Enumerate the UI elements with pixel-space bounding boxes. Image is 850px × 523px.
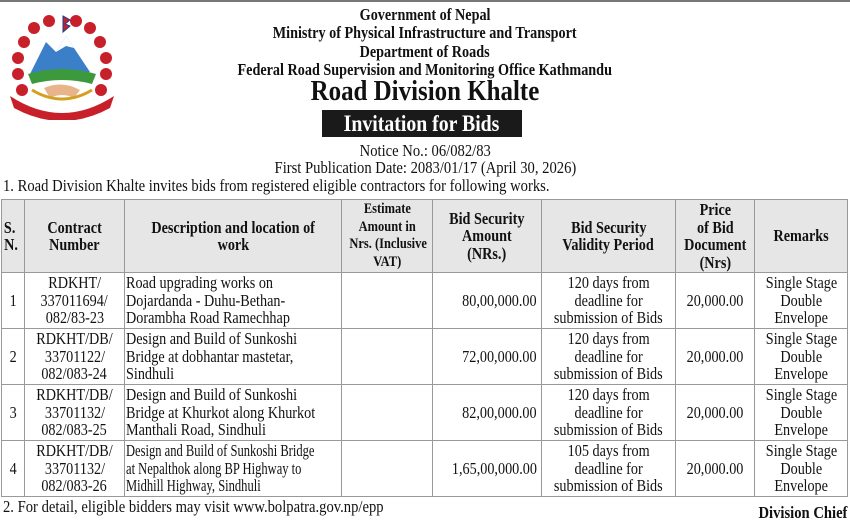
table-row bbox=[2, 385, 848, 441]
cell-line: 33701132/ bbox=[44, 402, 105, 422]
cell-line: Double bbox=[780, 290, 822, 310]
cell-line: RDKHT/DB/ bbox=[36, 329, 113, 349]
cell-line: Envelope bbox=[774, 364, 828, 384]
cell-line: Contract bbox=[47, 217, 102, 237]
cell-description bbox=[125, 441, 342, 497]
cell-line: 082/083-26 bbox=[41, 476, 108, 496]
cell-line: 120 days from bbox=[567, 329, 650, 349]
cell-bid-security-amount bbox=[433, 273, 542, 329]
ministry-name: Ministry of Physical Infrastructure and Transport bbox=[273, 23, 577, 42]
cell-line: Envelope bbox=[774, 476, 828, 496]
cell-line: Design and Build of Sunkoshi bbox=[126, 329, 298, 349]
signatory: Division Chief bbox=[758, 503, 847, 522]
cell-line: Design and Build of Sunkoshi bbox=[126, 385, 298, 405]
header-remarks bbox=[755, 200, 848, 273]
cell-line: 20,000.00 bbox=[686, 290, 744, 310]
cell-line: RDKHT/DB/ bbox=[36, 385, 113, 405]
cell-line: Single Stage bbox=[765, 441, 837, 461]
footer-note: 2. For detail, eligible bidders may visit www.bolpatra.gov.np/epp bbox=[3, 497, 384, 516]
cell-line: 33701132/ bbox=[44, 458, 105, 478]
cell-line: 82,00,000.00 bbox=[462, 402, 537, 422]
cell-sn bbox=[2, 441, 25, 497]
cell-line: of Bid bbox=[696, 217, 734, 237]
cell-line: 120 days from bbox=[567, 273, 650, 293]
notice-title: Invitation for Bids bbox=[322, 110, 522, 137]
cell-line: Description and location of bbox=[151, 217, 315, 237]
cell-estimate-amount bbox=[342, 441, 433, 497]
table-header-row bbox=[2, 200, 848, 273]
cell-line: S. bbox=[3, 217, 16, 237]
cell-validity-period bbox=[542, 441, 676, 497]
cell-line: Price bbox=[699, 200, 731, 219]
cell-bid-security-amount bbox=[433, 385, 542, 441]
cell-line: RDKHT/ bbox=[48, 273, 101, 293]
cell-line: 2 bbox=[9, 346, 17, 366]
cell-line: Single Stage bbox=[765, 329, 837, 349]
cell-line: deadline for bbox=[574, 290, 643, 310]
cell-line: Manthali Road, Sindhuli bbox=[126, 420, 266, 440]
cell-line: Nrs. (Inclusive bbox=[349, 236, 427, 252]
cell-line: submission of Bids bbox=[554, 476, 663, 496]
cell-contract-number bbox=[25, 441, 125, 497]
office-name: Federal Road Supervision and Monitoring Office Kathmandu bbox=[237, 60, 613, 79]
division-name: Road Division Khalte bbox=[310, 75, 540, 107]
cell-line: deadline for bbox=[574, 402, 643, 422]
header-sn bbox=[2, 200, 25, 273]
cell-description bbox=[125, 273, 342, 329]
cell-line: Validity Period bbox=[562, 235, 655, 254]
cell-line: work bbox=[217, 235, 249, 254]
cell-line: 082/83-23 bbox=[45, 308, 104, 328]
cell-line: Number bbox=[49, 235, 100, 254]
cell-validity-period bbox=[542, 385, 676, 441]
header-description bbox=[125, 200, 342, 273]
cell-remarks bbox=[755, 273, 848, 329]
header-validity-period bbox=[542, 200, 676, 273]
cell-sn bbox=[2, 385, 25, 441]
cell-contract-number bbox=[25, 273, 125, 329]
cell-contract-number bbox=[25, 329, 125, 385]
cell-price-bid-document bbox=[676, 273, 755, 329]
cell-line: deadline for bbox=[574, 458, 643, 478]
cell-line: Double bbox=[780, 458, 822, 478]
cell-line: 80,00,000.00 bbox=[462, 290, 537, 310]
cell-line: Bid Security bbox=[570, 217, 647, 237]
cell-line: 120 days from bbox=[567, 385, 650, 405]
cell-line: submission of Bids bbox=[554, 308, 663, 328]
cell-line: Sindhuli bbox=[126, 364, 175, 384]
cell-line: 20,000.00 bbox=[686, 458, 744, 478]
cell-line: Double bbox=[780, 346, 822, 366]
cell-line: 1,65,00,000.00 bbox=[451, 458, 537, 478]
cell-line: Midhill Highway, Sindhuli bbox=[126, 476, 261, 496]
header-estimate-amount bbox=[342, 200, 433, 273]
cell-line: submission of Bids bbox=[554, 364, 663, 384]
cell-line: 20,000.00 bbox=[686, 402, 744, 422]
bids-table bbox=[1, 199, 848, 497]
cell-line: submission of Bids bbox=[554, 420, 663, 440]
cell-line: Amount bbox=[462, 226, 512, 246]
cell-line: deadline for bbox=[574, 346, 643, 366]
cell-line: 4 bbox=[9, 458, 17, 478]
cell-line: Remarks bbox=[773, 226, 829, 246]
cell-line: RDKHT/DB/ bbox=[36, 441, 113, 461]
cell-price-bid-document bbox=[676, 329, 755, 385]
cell-line: Road upgrading works on bbox=[126, 273, 274, 293]
cell-sn bbox=[2, 273, 25, 329]
intro-text: 1. Road Division Khalte invites bids from registered eligible contractors for following works. bbox=[3, 176, 550, 195]
cell-line: 082/083-25 bbox=[41, 420, 108, 440]
cell-price-bid-document bbox=[676, 385, 755, 441]
cell-line: Bridge at Khurkot along Khurkot bbox=[126, 402, 316, 422]
cell-line: Envelope bbox=[774, 420, 828, 440]
cell-estimate-amount bbox=[342, 273, 433, 329]
top-rule bbox=[0, 0, 850, 2]
publication-date: First Publication Date: 2083/01/17 (April 30, 2026) bbox=[274, 158, 576, 177]
header-contract-number bbox=[25, 200, 125, 273]
cell-contract-number bbox=[25, 385, 125, 441]
government-name: Government of Nepal bbox=[359, 5, 491, 24]
cell-line: Dojardanda - Duhu-Bethan- bbox=[126, 290, 286, 310]
cell-line: Estimate bbox=[363, 201, 411, 217]
cell-line: Bid Security bbox=[449, 208, 525, 228]
cell-line: 33701122/ bbox=[44, 346, 105, 366]
cell-description bbox=[125, 385, 342, 441]
cell-line: (NRs.) bbox=[467, 243, 507, 263]
cell-line: 72,00,000.00 bbox=[462, 346, 537, 366]
cell-line: 337011694/ bbox=[40, 290, 109, 310]
cell-line: at Nepalthok along BP Highway to bbox=[126, 458, 302, 478]
cell-validity-period bbox=[542, 273, 676, 329]
cell-validity-period bbox=[542, 329, 676, 385]
cell-line: VAT) bbox=[373, 253, 401, 270]
cell-line: 1 bbox=[9, 290, 17, 310]
cell-line: Single Stage bbox=[765, 385, 837, 405]
cell-sn bbox=[2, 329, 25, 385]
cell-line: Single Stage bbox=[765, 273, 837, 293]
table-row bbox=[2, 441, 848, 497]
cell-line: Envelope bbox=[774, 308, 828, 328]
cell-line: Amount in bbox=[358, 218, 416, 235]
cell-remarks bbox=[755, 329, 848, 385]
cell-description bbox=[125, 329, 342, 385]
cell-estimate-amount bbox=[342, 385, 433, 441]
cell-line: 105 days from bbox=[567, 441, 650, 461]
header-bid-security-amount bbox=[433, 200, 542, 273]
department-name: Department of Roads bbox=[359, 42, 491, 61]
table-row bbox=[2, 329, 848, 385]
cell-estimate-amount bbox=[342, 329, 433, 385]
table-row bbox=[2, 273, 848, 329]
cell-line: Bridge at dobhantar mastetar, bbox=[126, 346, 294, 366]
cell-line: N. bbox=[4, 235, 18, 254]
cell-line: Design and Build of Sunkoshi Bridge bbox=[126, 441, 315, 461]
cell-line: Double bbox=[780, 402, 822, 422]
header-price-bid-document bbox=[676, 200, 755, 273]
cell-line: 082/083-24 bbox=[41, 364, 108, 384]
cell-price-bid-document bbox=[676, 441, 755, 497]
cell-remarks bbox=[755, 441, 848, 497]
cell-line: 3 bbox=[9, 402, 17, 422]
cell-bid-security-amount bbox=[433, 441, 542, 497]
notice-number: Notice No.: 06/082/83 bbox=[359, 141, 491, 160]
cell-line: Document bbox=[683, 235, 747, 254]
cell-remarks bbox=[755, 385, 848, 441]
cell-line: (Nrs) bbox=[699, 252, 731, 272]
cell-line: Dorambha Road Ramechhap bbox=[126, 308, 290, 328]
cell-bid-security-amount bbox=[433, 329, 542, 385]
cell-line: 20,000.00 bbox=[686, 346, 744, 366]
